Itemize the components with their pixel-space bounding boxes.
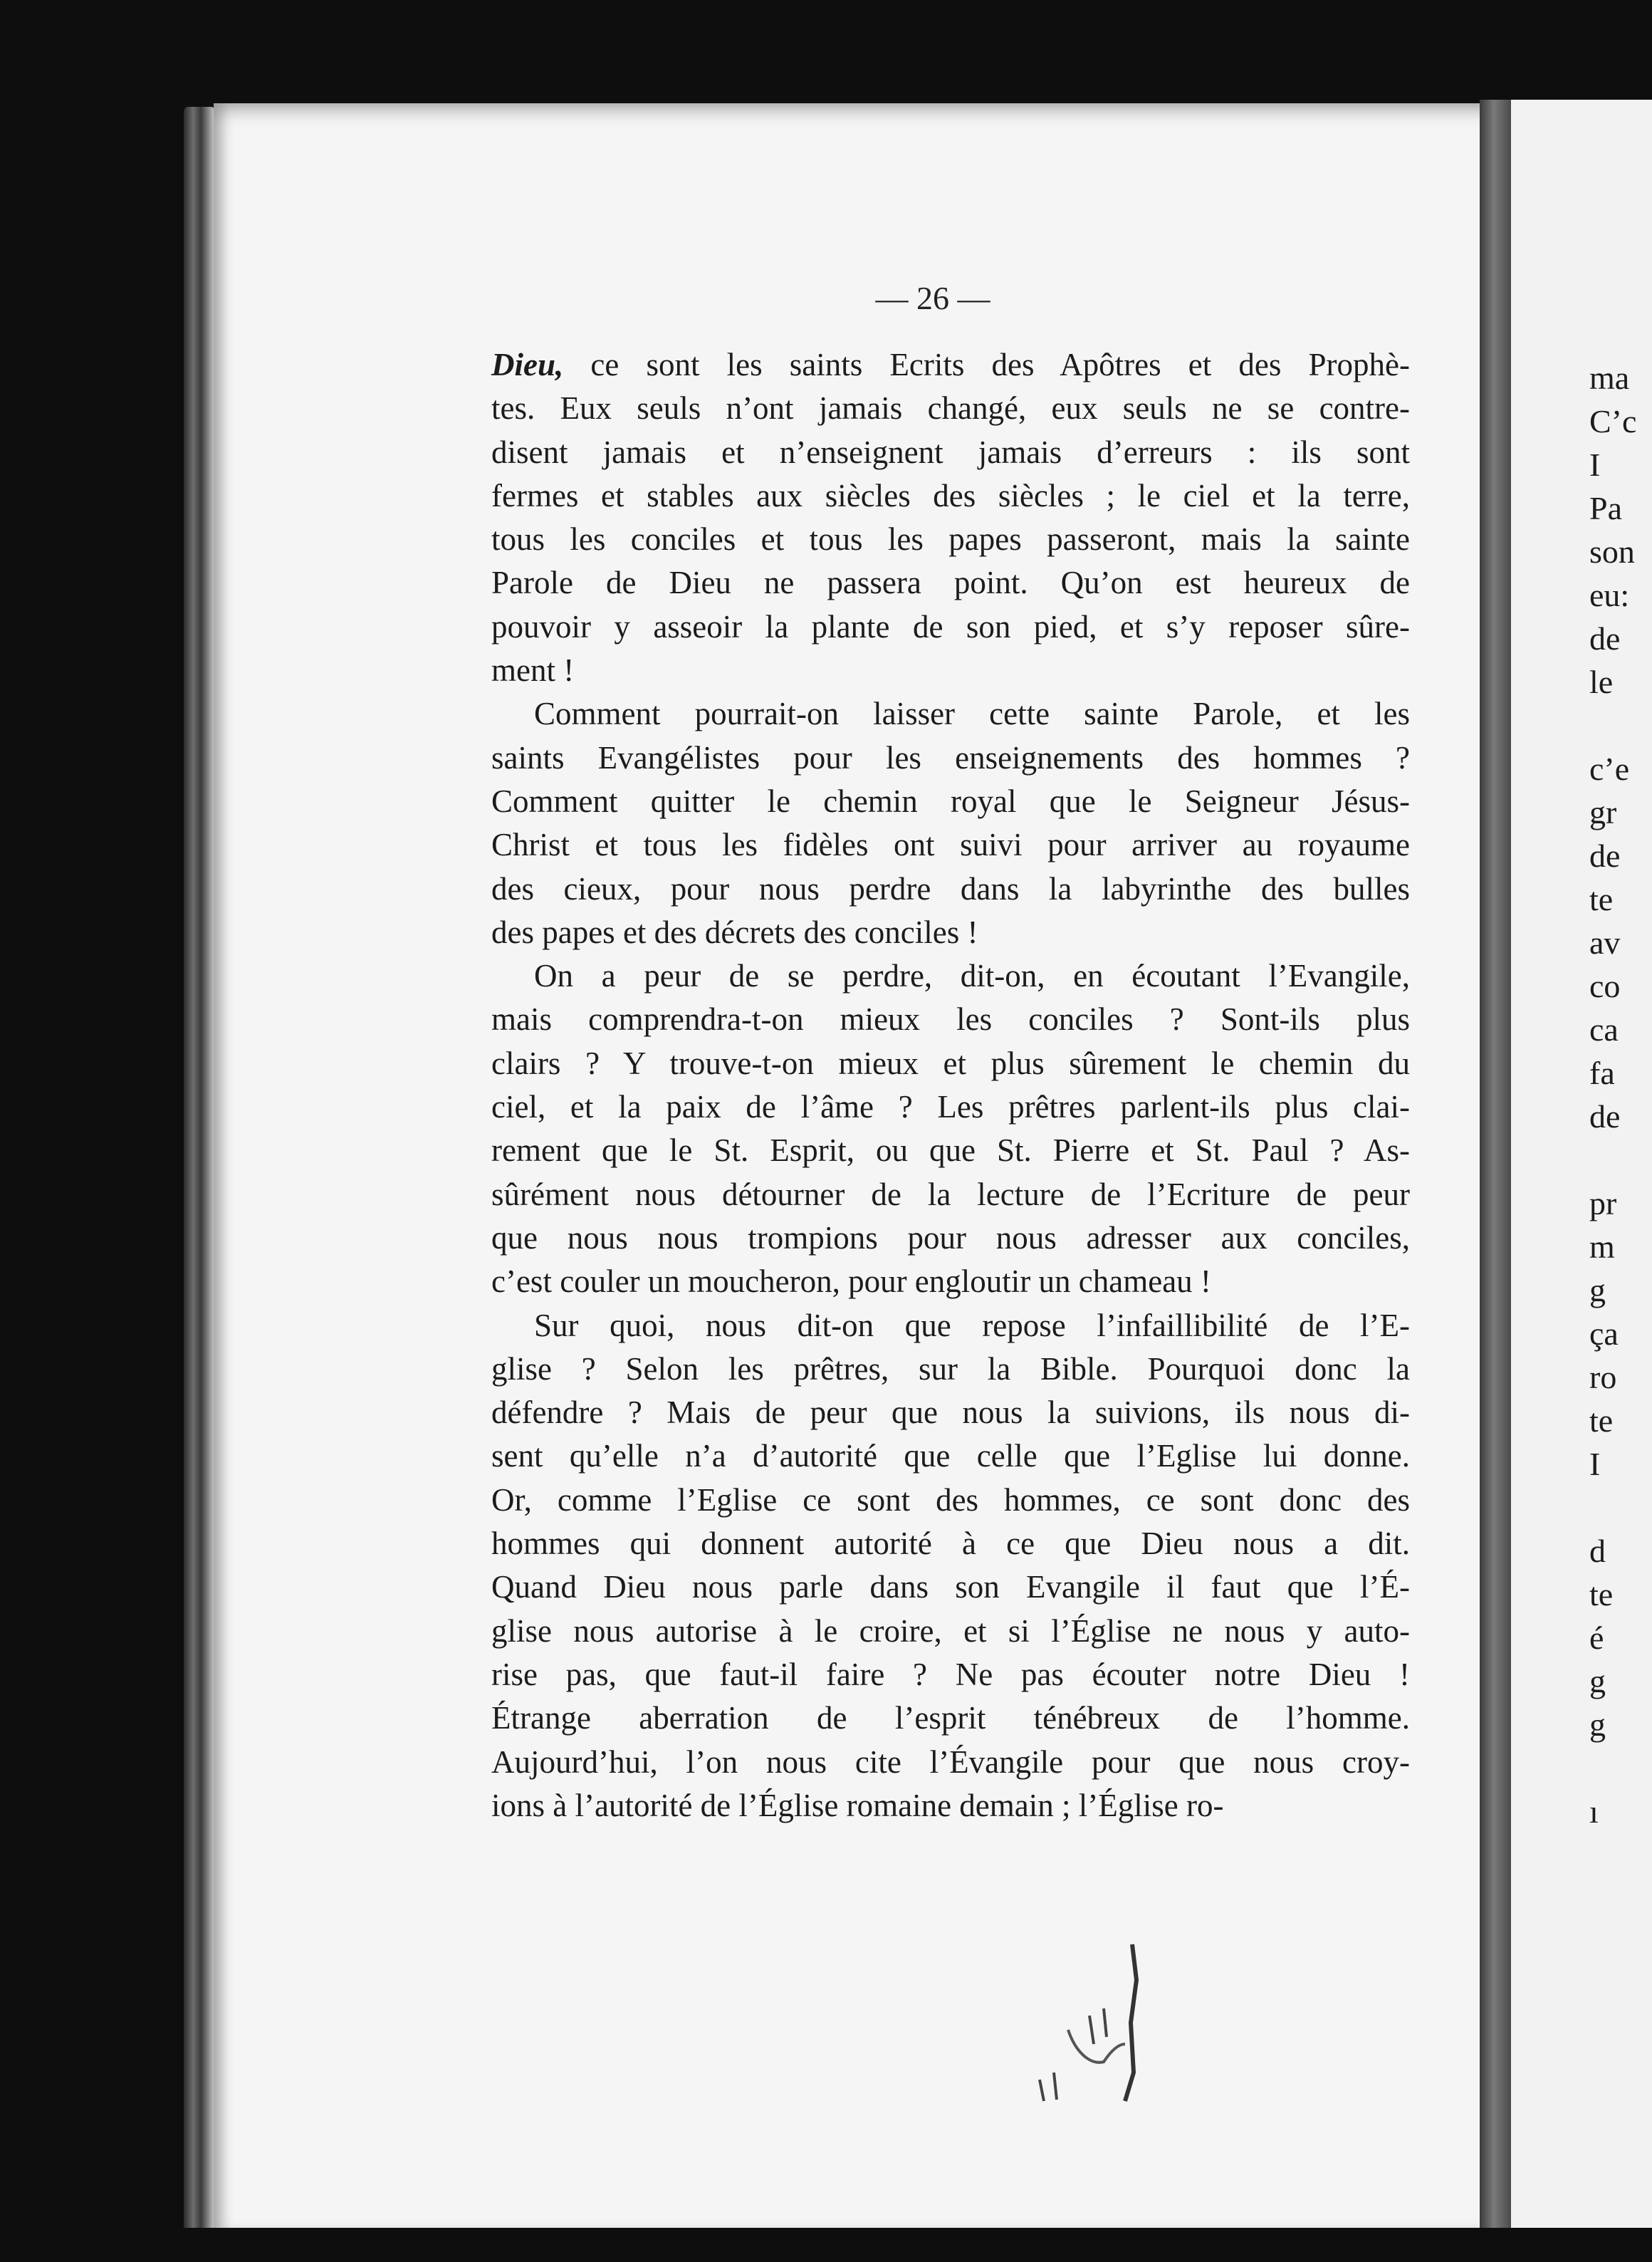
text-line xyxy=(491,911,1410,954)
text-line xyxy=(491,1085,1410,1129)
facing-page-fragment: de xyxy=(1589,1098,1621,1135)
text-line xyxy=(491,867,1410,911)
line-text: Parole de Dieu ne passera point. Qu’on est heureux de xyxy=(491,565,1410,601)
line-text: que nous nous trompions pour nous adresser aux conciles, xyxy=(491,1219,1410,1256)
text-line xyxy=(491,1304,1410,1348)
facing-page-fragment: I xyxy=(1589,447,1601,483)
facing-page-fragment: Pa xyxy=(1589,490,1622,526)
italic-lead-word: Dieu, xyxy=(491,347,564,382)
text-line xyxy=(491,1565,1410,1609)
facing-page-fragment: pr xyxy=(1589,1185,1617,1221)
line-text: glise ? Selon les prêtres, sur la Bible. Pourquoi donc la xyxy=(491,1350,1410,1387)
line-text: tes. Eux seuls n’ont jamais changé, eux seuls ne se contre- xyxy=(491,390,1410,427)
text-line xyxy=(491,1173,1410,1216)
line-text: glise nous autorise à le croire, et si l’Église ne nous y auto- xyxy=(491,1612,1410,1649)
facing-page-fragment: le xyxy=(1589,664,1614,700)
page-gutter xyxy=(1480,100,1511,2236)
facing-page-fragment xyxy=(1589,1486,1652,1529)
line-text: c’est couler un moucheron, pour engloutir un chameau ! xyxy=(491,1263,1211,1300)
line-text: Quand Dieu nous parle dans son Evangile il faut que l’É- xyxy=(491,1569,1410,1605)
line-text: ce sont les saints Ecrits des Apôtres et des Prophè- xyxy=(563,347,1410,382)
page-number: — 26 — xyxy=(875,280,990,316)
facing-page-fragment: co xyxy=(1589,968,1621,1004)
line-text: des cieux, pour nous perdre dans la labyrinthe des bulles xyxy=(491,870,1410,907)
line-text: Comment quitter le chemin royal que le Seigneur Jésus- xyxy=(491,783,1410,819)
text-line xyxy=(491,518,1410,561)
text-line xyxy=(491,1129,1410,1172)
facing-page-fragment: é xyxy=(1589,1620,1604,1656)
facing-page-fragment: c’e xyxy=(1589,751,1630,787)
text-line xyxy=(491,1653,1410,1696)
facing-page-fragment xyxy=(1589,1138,1652,1182)
text-line xyxy=(491,823,1410,867)
text-line xyxy=(491,474,1410,518)
text-line xyxy=(491,736,1410,780)
line-text: Or, comme l’Eglise ce sont des hommes, ce sont donc des xyxy=(491,1481,1410,1518)
text-line xyxy=(491,649,1410,692)
line-text: mais comprendra-t-on mieux les conciles ? Sont-ils plus xyxy=(491,1001,1410,1038)
line-text: fermes et stables aux siècles des siècles ; le ciel et la terre, xyxy=(491,477,1410,514)
facing-page-fragment: de xyxy=(1589,620,1621,657)
line-text: pouvoir y asseoir la plante de son pied, et s’y reposer sûre- xyxy=(491,608,1410,645)
text-line xyxy=(491,1696,1410,1740)
line-text: clairs ? Y trouve-t-on mieux et plus sûrement le chemin du xyxy=(491,1045,1410,1081)
facing-page-fragment xyxy=(1589,1746,1652,1790)
line-text: Christ et tous les fidèles ont suivi pour arriver au royaume xyxy=(491,827,1410,863)
text-line xyxy=(491,605,1410,649)
line-text: rement que le St. Esprit, ou que St. Pierre et St. Paul ? As- xyxy=(491,1132,1410,1169)
line-text: sent qu’elle n’a d’autorité que celle que l’Eglise lui donne. xyxy=(491,1438,1410,1474)
facing-page-fragment: te xyxy=(1589,1576,1614,1612)
text-line xyxy=(491,431,1410,474)
line-text: des papes et des décrets des conciles ! xyxy=(491,914,978,950)
facing-page-fragment: ça xyxy=(1589,1315,1619,1352)
line-text: Comment pourrait-on laisser cette sainte Parole, et les xyxy=(534,696,1410,732)
text-line xyxy=(491,1260,1410,1303)
line-text: disent jamais et n’enseignent jamais d’erreurs : ils sont xyxy=(491,434,1410,470)
line-text: sûrément nous détourner de la lecture de l’Ecriture de peur xyxy=(491,1176,1410,1212)
page-body-text xyxy=(491,343,1410,1828)
text-line xyxy=(491,1391,1410,1434)
line-text: défendre ? Mais de peur que nous la suivions, ils nous di- xyxy=(491,1395,1410,1431)
text-line xyxy=(491,1610,1410,1653)
facing-page-fragment: ı xyxy=(1589,1793,1599,1830)
text-line xyxy=(491,1348,1410,1391)
text-line xyxy=(491,998,1410,1041)
line-text: ment ! xyxy=(491,652,575,689)
text-line xyxy=(491,780,1410,823)
facing-page-fragment: te xyxy=(1589,881,1614,917)
facing-page-fragment: gr xyxy=(1589,794,1617,830)
text-line xyxy=(491,1784,1410,1828)
facing-page-fragment: ca xyxy=(1589,1011,1619,1048)
text-line xyxy=(491,692,1410,736)
facing-page-fragment: g xyxy=(1589,1272,1606,1308)
text-line xyxy=(491,1479,1410,1522)
facing-page-fragment: te xyxy=(1589,1402,1614,1439)
facing-page-fragment: de xyxy=(1589,838,1621,874)
text-line xyxy=(491,1522,1410,1565)
facing-page-fragment: d xyxy=(1589,1533,1606,1569)
facing-page-fragment: C’c xyxy=(1589,403,1637,439)
text-line xyxy=(491,1741,1410,1784)
text-line xyxy=(491,343,1410,387)
facing-page-fragment: fa xyxy=(1589,1055,1615,1091)
text-line xyxy=(491,561,1410,605)
facing-page-fragment: I xyxy=(1589,1446,1601,1482)
facing-page-fragment: ma xyxy=(1589,360,1630,396)
text-line xyxy=(491,1042,1410,1085)
text-line xyxy=(491,1434,1410,1478)
facing-page-fragment: g xyxy=(1589,1706,1606,1743)
facing-page-fragment xyxy=(1589,704,1652,747)
facing-page-fragment: son xyxy=(1589,533,1635,570)
line-text: ions à l’autorité de l’Église romaine demain ; l’Église ro- xyxy=(491,1787,1224,1823)
line-text: ciel, et la paix de l’âme ? Les prêtres parlent-ils plus clai- xyxy=(491,1089,1410,1125)
line-text: saints Evangélistes pour les enseignements des hommes ? xyxy=(491,739,1410,776)
facing-page-fragment: ro xyxy=(1589,1359,1617,1395)
line-text: Étrange aberration de l’esprit ténébreux de l’homme. xyxy=(491,1700,1410,1736)
facing-page-fragment: av xyxy=(1589,924,1621,961)
line-text: hommes qui donnent autorité à ce que Dieu nous a dit. xyxy=(491,1526,1410,1562)
text-line xyxy=(491,387,1410,430)
text-line xyxy=(491,1216,1410,1260)
facing-page-fragment: g xyxy=(1589,1663,1606,1699)
line-text: Sur quoi, nous dit-on que repose l’infaillibilité de l’E- xyxy=(534,1307,1410,1343)
text-line xyxy=(491,954,1410,998)
scan-border xyxy=(0,2228,1652,2262)
facing-page-fragment: m xyxy=(1589,1229,1615,1265)
line-text: On a peur de se perdre, dit-on, en écoutant l’Evangile, xyxy=(534,958,1410,994)
line-text: rise pas, que faut-il faire ? Ne pas écouter notre Dieu ! xyxy=(491,1656,1410,1692)
line-text: tous les conciles et tous les papes passeront, mais la sainte xyxy=(491,521,1410,558)
ink-smudge-mark xyxy=(1025,1937,1161,2108)
book-edge xyxy=(184,107,215,2258)
facing-page-text-fragments xyxy=(1589,356,1652,1833)
line-text: Aujourd’hui, l’on nous cite l’Évangile pour que nous croy- xyxy=(491,1744,1410,1780)
facing-page-fragment: eu: xyxy=(1589,577,1630,613)
